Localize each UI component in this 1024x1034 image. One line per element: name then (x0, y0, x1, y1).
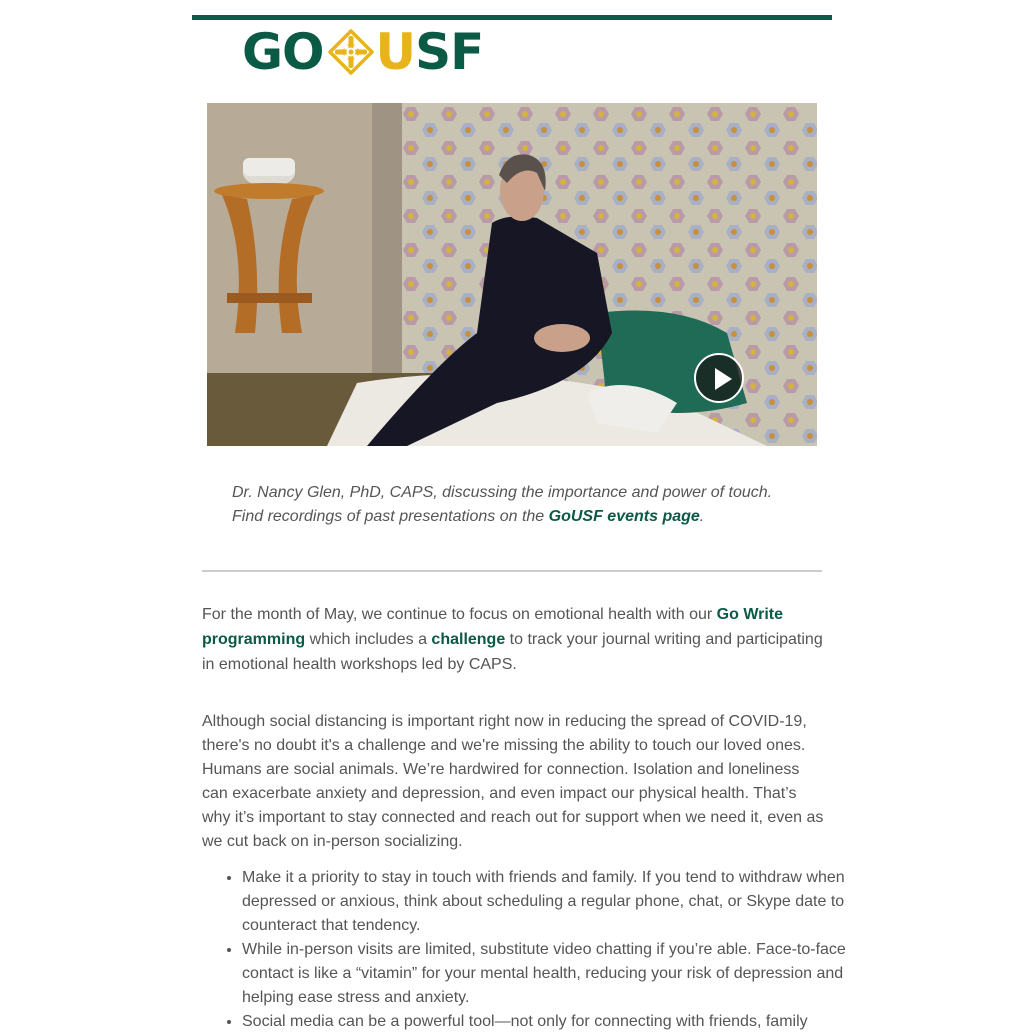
intro-text-1: For the month of May, we continue to focus on emotional health with our (202, 606, 717, 623)
play-icon[interactable] (694, 353, 744, 403)
caption-line-2 (232, 505, 812, 529)
go-write-programming-link[interactable]: Go Write programming (202, 606, 784, 648)
intro-text-2: which includes a (305, 631, 432, 648)
list-item: • Social media can be a powerful tool—not only for connecting with friends, family (242, 1010, 864, 1034)
list-item: • While in-person visits are limited, substitute video chatting if you’re able. Face-to-face contact is like a “vitamin” for your mental health, reducing your risk of depression and helping ease stress and anxiety. (242, 938, 864, 1010)
caption-prefix: Find recordings of past presentations on the (232, 508, 549, 525)
gousf-logo[interactable] (242, 23, 484, 81)
logo-text-u: U (375, 23, 416, 81)
header-accent-bar (192, 15, 832, 20)
logo-text-go: GO (242, 23, 324, 81)
logo-text-sf: SF (415, 23, 484, 81)
snowflake-medallion-icon (327, 28, 375, 76)
caption-suffix: . (699, 508, 705, 525)
intro-paragraph (202, 602, 824, 677)
video-thumbnail[interactable] (207, 103, 817, 446)
intro-text-3: to track your journal writing and participating in emotional health workshops led by CAPS. (202, 631, 823, 673)
caption-line-1: Dr. Nancy Glen, PhD, CAPS, discussing the importance and power of touch. (232, 484, 773, 501)
tips-list (202, 866, 864, 1034)
body-paragraph: Although social distancing is important right now in reducing the spread of COVID-19, there's no doubt it's a challenge and we're missing the ability to touch our loved ones. Humans are social animals. We’re hardwired for connection. Isolation and loneliness can exacerbate anxiety and depression, and even impact our physical health. That’s why it’s important to stay connected and reach out for support when we need it, even as we cut back on in-person socializing. (202, 713, 824, 850)
video-caption (232, 481, 812, 529)
events-page-link[interactable]: GoUSF events page (548, 508, 700, 525)
challenge-link[interactable]: challenge (431, 631, 506, 648)
list-item: • Make it a priority to stay in touch with friends and family. If you tend to withdraw when depressed or anxious, think about scheduling a regular phone, chat, or Skype date to counteract that tendency. (242, 866, 864, 938)
section-divider (202, 570, 822, 572)
